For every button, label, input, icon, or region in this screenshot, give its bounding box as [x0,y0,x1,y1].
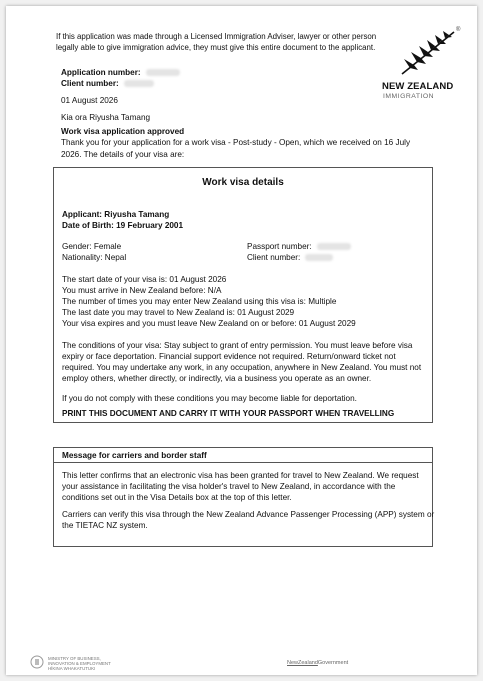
details-client-label: Client number: [247,253,301,262]
redacted-passport-number [317,243,351,250]
ministry-line: HĪKINA WHAKATUTUKI [48,666,96,671]
letter-date: 01 August 2026 [61,96,118,105]
visa-date-line: The last date you may travel to New Zealand is: 01 August 2029 [62,308,295,317]
carriers-paragraph-line: the TIETAC NZ system. [62,521,148,530]
visa-details-box [53,167,433,423]
approval-heading: Work visa application approved [61,127,185,136]
conditions-line: employ others, whether directly, or indirectly, via a business you operate as an owner. [62,374,372,383]
registered-mark: ® [456,27,461,33]
applicant-name: Applicant: Riyusha Tamang [62,210,170,219]
client-number-row [61,78,154,89]
intro-body-line-2: 2026. The details of your visa are: [61,150,185,159]
nz-government-mark [287,661,348,666]
applicant-nationality: Nationality: Nepal [62,253,127,262]
carriers-paragraph-line: conditions set out in the Visa Details box at the top of this letter. [62,493,292,502]
carriers-message-box [53,447,433,547]
conditions-line: expiry or face deportation. Financial support evidence not required. Return/onward ticket not [62,352,396,361]
conditions-line: required. You may undertake any work, in any occupation, anywhere in New Zealand. You must not [62,363,422,372]
print-notice: PRINT THIS DOCUMENT AND CARRY IT WITH YOUR PASSPORT WHEN TRAVELLING [62,409,395,418]
carriers-paragraph-line: Carriers can verify this visa through the New Zealand Advance Passenger Processing (APP) system or [62,510,435,519]
brand-sub: IMMIGRATION [383,93,435,100]
application-number-row [61,67,180,78]
nz-government-word-a: NewZealand [287,660,318,666]
redacted-client-number [124,80,154,87]
nz-immigration-logo [374,28,470,110]
brand-name: NEW ZEALAND [382,81,454,92]
intro-line-1: If this application was made through a Licensed Immigration Adviser, lawyer or other person [56,32,377,41]
ministry-line: INNOVATION & EMPLOYMENT [48,661,111,666]
letter-page [6,6,477,675]
conditions-line: The conditions of your visa: Stay subject to grant of entry permission. You must leave before visa [62,341,413,350]
redacted-details-client-number [305,254,333,261]
nz-government-word-b: Government [317,660,349,666]
application-number-label: Application number: [61,68,141,77]
visa-details-title: Work visa details [202,177,284,188]
ministry-line: MINISTRY OF BUSINESS, [48,656,101,661]
details-client-row [247,252,333,263]
intro-body-line-1: Thank you for your application for a work visa - Post-study - Open, which we received on 16 July [61,138,411,147]
visa-date-line: You must arrive in New Zealand before: N/A [62,286,222,295]
silver-fern-icon [398,27,461,76]
client-number-label: Client number: [61,79,119,88]
greeting: Kia ora Riyusha Tamang [61,113,151,122]
visa-date-line: The start date of your visa is: 01 August 2026 [62,275,227,284]
visa-date-line: Your visa expires and you must leave New Zealand on or before: 01 August 2029 [62,319,356,328]
carriers-title: Message for carriers and border staff [62,451,207,460]
deportation-warning: If you do not comply with these conditions you may become liable for deportation. [62,394,357,403]
passport-row [247,241,351,252]
applicant-dob: Date of Birth: 19 February 2001 [62,221,184,230]
carriers-paragraph-line: This letter confirms that an electronic visa has been granted for travel to New Zealand. We request [62,471,419,480]
carriers-paragraph-line: your assistance in facilitating the visa holder's travel to New Zealand, in accordance with the [62,482,396,491]
crest-icon [30,655,44,669]
passport-label: Passport number: [247,242,312,251]
visa-date-line: The number of times you may enter New Zealand using this visa is: Multiple [62,297,337,306]
applicant-gender: Gender: Female [62,242,122,251]
redacted-application-number [146,69,180,76]
intro-line-2: legally able to give immigration advice, they must give this entire document to the applicant. [56,43,376,52]
carriers-header-bar [54,448,432,463]
